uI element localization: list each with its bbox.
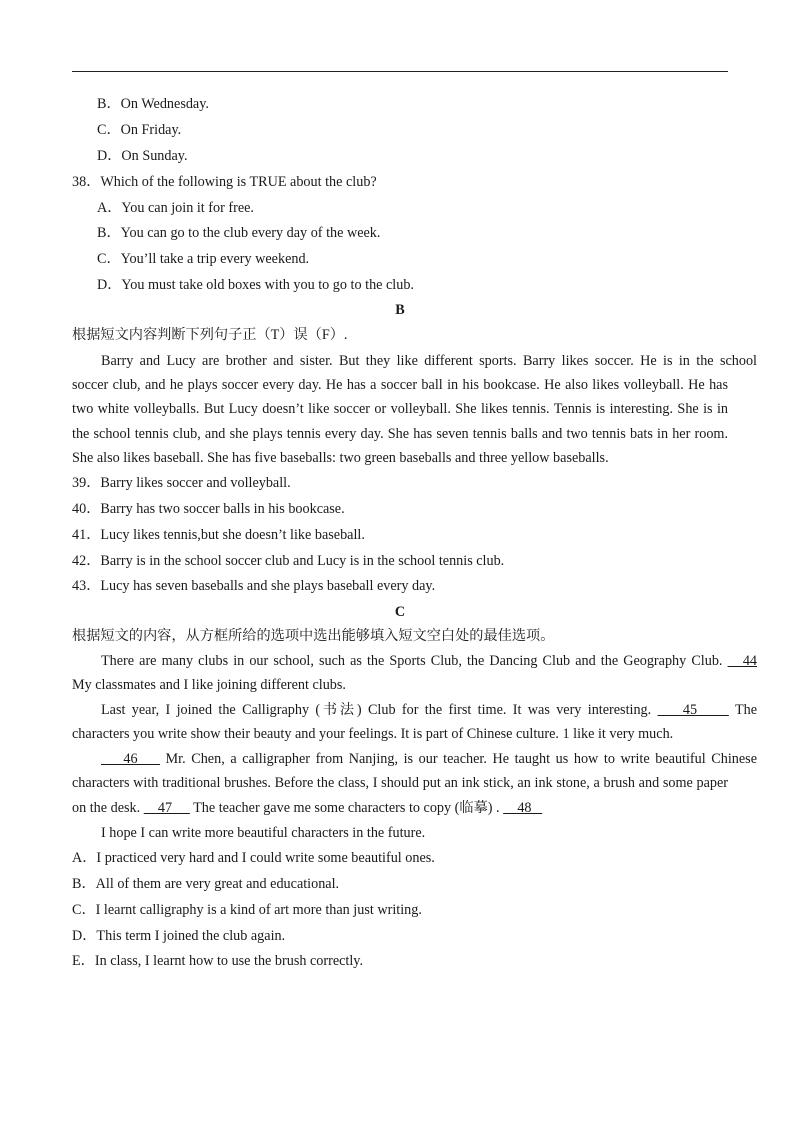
passage-c-text: on the desk. xyxy=(72,800,144,816)
c-option-b: B．All of them are very great and educational. xyxy=(72,876,340,892)
c-option-c: C．I learnt calligraphy is a kind of art more than just writing. xyxy=(72,902,422,918)
q38-option-a: A．You can join it for free. xyxy=(97,200,254,216)
q38-option-d: D．You must take old boxes with you to go to the club. xyxy=(97,277,414,293)
passage-c-p2-line-2: characters you write show their beauty and your feelings. It is part of Chinese culture. 1 like it very much. xyxy=(72,726,674,742)
passage-b-line-3: two white volleyballs. But Lucy doesn’t like soccer or volleyball. She likes tennis. Tennis is interesting. She is in xyxy=(72,401,728,417)
q38-stem: 38．Which of the following is TRUE about the club? xyxy=(72,174,377,190)
passage-c-text: Mr. Chen, a calligrapher from Nanjing, is our teacher. He taught us how to write beautiful Chinese xyxy=(159,751,757,767)
passage-c-p2-line-1 xyxy=(72,701,757,719)
c-option-e: E．In class, I learnt how to use the brush correctly. xyxy=(72,953,364,969)
blank-44: 44 xyxy=(727,653,758,669)
section-b-heading: B xyxy=(395,302,405,318)
q38-option-c: C．You’ll take a trip every weekend. xyxy=(97,251,310,267)
statement-39: 39．Barry likes soccer and volleyball. xyxy=(72,475,291,491)
passage-c-p1-line-2: My classmates and I like joining different clubs. xyxy=(72,677,346,693)
passage-c-p1-line-1 xyxy=(72,652,757,670)
q37-option-b: B．On Wednesday. xyxy=(97,96,209,112)
c-option-a: A．I practiced very hard and I could write some beautiful ones. xyxy=(72,850,435,866)
passage-c-p3-line-2: characters with traditional brushes. Before the class, I should put an ink stick, an ink stone, a brush and some paper xyxy=(72,775,728,791)
q38-option-b: B．You can go to the club every day of the week. xyxy=(97,225,381,241)
passage-c-text: Last year, I joined the Calligraphy (书法) Club for the first time. It was very interesting. xyxy=(101,702,652,718)
passage-c-text: The teacher gave me some characters to copy (临摹) . xyxy=(189,800,504,816)
statement-41: 41．Lucy likes tennis,but she doesn’t like baseball. xyxy=(72,527,365,543)
passage-b-line-2: soccer club, and he plays soccer every day. He has a soccer ball in his bookcase. He also likes volleyball. He has xyxy=(72,377,728,393)
blank-47: 47 xyxy=(143,800,190,816)
passage-b-line-4: the school tennis club, and she plays tennis every day. She has seven tennis balls and two tennis bats in her room. xyxy=(72,426,728,442)
statement-42: 42．Barry is in the school soccer club and Lucy is in the school tennis club. xyxy=(72,553,505,569)
blank-46: 46 xyxy=(101,751,160,767)
blank-45: 45 xyxy=(657,702,729,718)
passage-c-p3-line-1 xyxy=(72,750,757,768)
header-rule xyxy=(72,71,728,72)
q37-option-d: D．On Sunday. xyxy=(97,148,188,164)
statement-43: 43．Lucy has seven baseballs and she plays baseball every day. xyxy=(72,578,436,594)
passage-c-text: There are many clubs in our school, such as the Sports Club, the Dancing Club and the Geography Club. xyxy=(101,653,723,669)
blank-48: 48 xyxy=(503,800,543,816)
passage-c-p3-line-3 xyxy=(72,799,728,817)
section-b-instruction: 根据短文内容判断下列句子正（T）误（F）. xyxy=(72,327,348,343)
passage-c-p4: I hope I can write more beautiful characters in the future. xyxy=(101,825,426,841)
c-option-d: D．This term I joined the club again. xyxy=(72,928,286,944)
section-c-heading: C xyxy=(394,604,406,620)
passage-c-text: The xyxy=(728,702,758,718)
passage-b-line-1: Barry and Lucy are brother and sister. But they like different sports. Barry likes soccer. He is in the school xyxy=(101,353,757,369)
q37-option-c: C．On Friday. xyxy=(97,122,182,138)
statement-40: 40．Barry has two soccer balls in his bookcase. xyxy=(72,501,345,517)
section-c-instruction: 根据短文的内容，从方框所给的选项中选出能够填入短文空白处的最佳选项。 xyxy=(72,628,555,644)
passage-b-line-5: She also likes baseball. She has five baseballs: two green baseballs and three yellow baseballs. xyxy=(72,450,609,466)
